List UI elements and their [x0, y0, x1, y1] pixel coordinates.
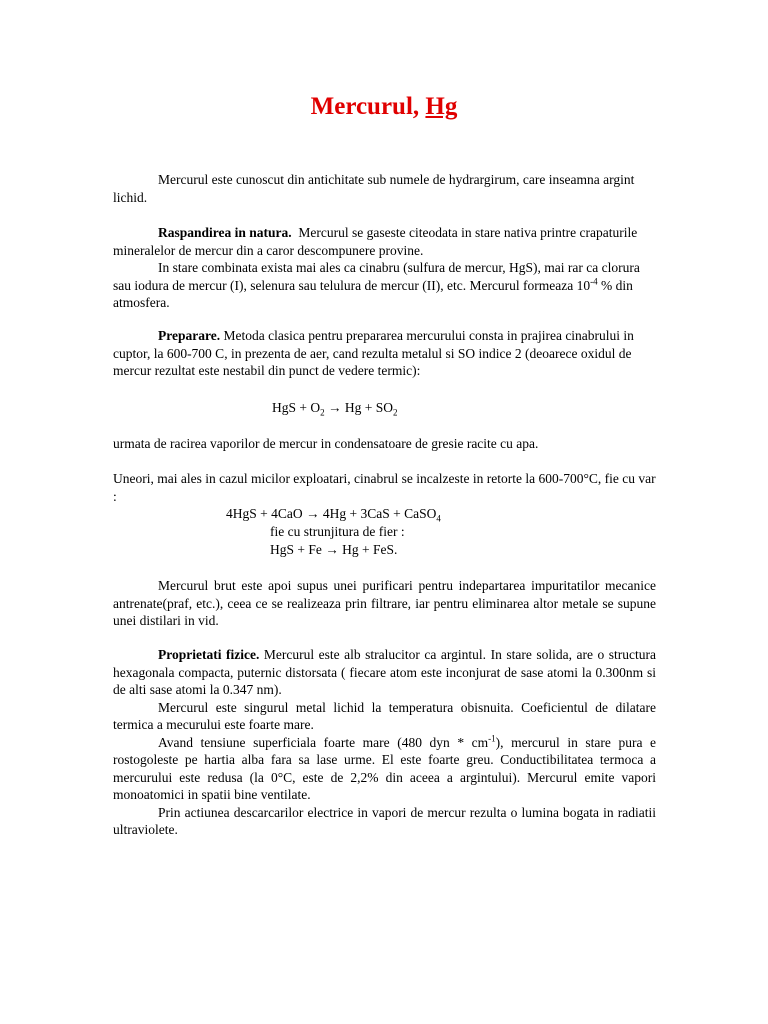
proprietati-paragraph-4: Prin actiunea descarcarilor electrice in vapori de mercur rezulta o lumina bogata in radiatii ultraviolete. [113, 804, 656, 837]
raspandire-section [113, 224, 656, 312]
preparare-paragraph-1 [113, 327, 656, 380]
preparare-text-1: Metoda clasica pentru prepararea mercurului consta in prajirea cinabrului in cuptor, la 600-700 C, in prezenta de aer, cand rezulta metalul si SO indice 2 (deoarece oxidul de mercur rezultat este nestabil din punct de vedere termic): [113, 328, 634, 378]
preparare-paragraph-3: Uneori, mai ales in cazul micilor exploatari, cinabrul se incalzeste in retorte la 600-700°C, fie cu var : [113, 471, 656, 504]
preparare-heading: Preparare. [158, 328, 221, 343]
equation-1 [272, 399, 398, 417]
raspandire-paragraph-1 [113, 224, 656, 259]
proprietati-paragraph-2: Mercurul este singurul metal lichid la temperatura obisnuita. Coeficientul de dilatare termica a mecurului este foarte mare. [113, 699, 656, 732]
preparare-paragraph-4: Mercurul brut este apoi supus unei purificari pentru indepartarea impuritatilor mecanice antrenate(praf, etc.), ceea ce se realizeaza prin filtrare, iar pentru eliminarea altor metale se supune unei distilari in vid. [113, 578, 656, 628]
equation-2-text: 4HgS + 4CaO → 4Hg + 3CaS + CaSO [226, 506, 437, 521]
equation-2-sub: 4 [436, 513, 441, 524]
equation-3-label: fie cu strunjitura de fier : [270, 524, 405, 539]
raspandire-paragraph-2 [113, 259, 656, 312]
proprietati-paragraph-1 [113, 646, 656, 699]
proprietati-text-1: Mercurul este alb stralucitor ca argintul. In stare solida, are o structura hexagonala compacta, puternic distorsata ( fiecare atom este inconjurat de sase atomi la 0.300nm si de alti sase atomi la 0.347 nm). [113, 647, 657, 697]
intro-section [113, 171, 656, 206]
proprietati-section [113, 646, 656, 839]
proprietati-exponent: -1 [488, 733, 496, 743]
title-symbol: Hg [425, 93, 458, 120]
proprietati-heading: Proprietati fizice. [158, 647, 260, 662]
preparare-section [113, 327, 656, 380]
equation-1-left: HgS + O [272, 400, 321, 415]
page-title [0, 92, 768, 122]
equation-2 [226, 505, 441, 523]
preparare-text-2-block [113, 435, 656, 453]
equation-1-left-sub: 2 [320, 407, 325, 418]
equation-4: HgS + Fe → Hg + FeS. [270, 542, 398, 557]
preparare-text-3-block [113, 470, 656, 505]
proprietati-text-3b: ), mercurul in stare pura e rostogoleste pe hartia alba fara sa lase urme. El este foarte greu. Conductibilitatea termoca a mercurului este redusa (la 0°C, este de 2,2% din aceea a argintului). Mercurul emite vapori monoatomici in spatii bine ventilate. [113, 734, 657, 802]
preparare-paragraph-2: urmata de racirea vaporilor de mercur in condensatoare de gresie racite cu apa. [113, 436, 539, 451]
equation-1-right-sub: 2 [393, 407, 398, 418]
proprietati-paragraph-3 [113, 734, 656, 804]
title-prefix: Mercurul, [310, 93, 426, 120]
proprietati-text-3a: Avand tensiune superficiala foarte mare (480 dyn * cm [158, 734, 489, 750]
preparare-text-4-block [113, 577, 656, 630]
intro-paragraph: Mercurul este cunoscut din antichitate sub numele de hydrargirum, care inseamna argint lichid. [113, 172, 635, 205]
raspandire-text-2: In stare combinata exista mai ales ca cinabru (sulfura de mercur, HgS), mai rar ca clorura sau iodura de mercur (I), selenura sau telulura de mercur (II), etc. Mercurul formeaza 10 [113, 260, 640, 293]
raspandire-exponent: -4 [590, 276, 598, 286]
raspandire-heading: Raspandirea in natura. [158, 225, 292, 240]
equation-1-right: → Hg + SO [324, 400, 393, 415]
raspandire-text-2-end: % din atmosfera. [113, 277, 633, 310]
raspandire-text-1: Mercurul se gaseste citeodata in stare nativa printre crapaturile mineralelor de mercur din a caror descompunere provine. [113, 225, 638, 258]
